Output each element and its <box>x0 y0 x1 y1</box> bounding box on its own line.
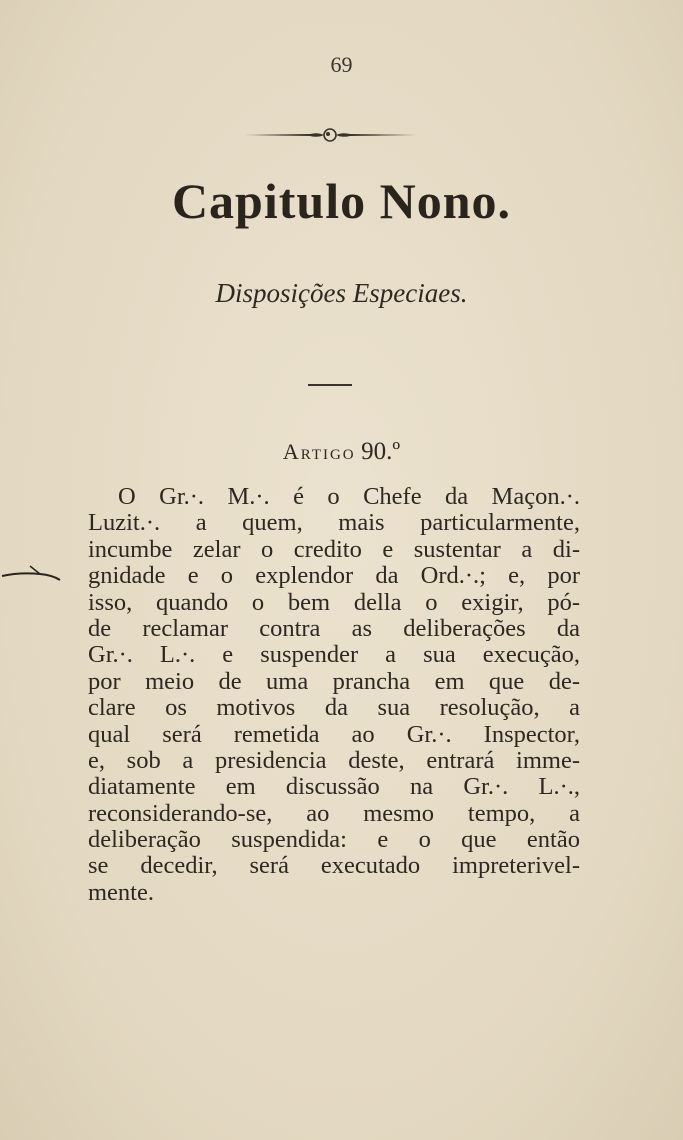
text-line: clare os motivos da sua resolução, a <box>88 694 580 722</box>
text-line: qual será remetida ao Gr.·. Inspector, <box>88 720 580 748</box>
text-line: mente. <box>88 878 154 906</box>
text-line: isso, quando o bem della o exigir, pó- <box>88 588 580 616</box>
text-line: diatamente em discussão na Gr.·. L.·., <box>88 773 580 801</box>
text-line: reconsiderando-se, ao mesmo tempo, a <box>88 799 580 827</box>
chapter-title: Capitulo Nono. <box>171 173 512 229</box>
text-line: deliberação suspendida: e o que então <box>88 826 580 854</box>
text-line: por meio de uma prancha em que de- <box>88 667 580 695</box>
ornamental-divider <box>240 126 420 144</box>
page-number: 69 <box>330 52 353 77</box>
pen-stroke-mark <box>0 562 62 586</box>
article-label: Artigo <box>282 439 356 464</box>
text-line: O Gr.·. M.·. é o Chefe da Maçon.·. <box>118 483 580 510</box>
text-line: Gr.·. L.·. e suspender a sua execução, <box>88 641 580 669</box>
text-line: incumbe zelar o credito e sustentar a di- <box>88 535 580 563</box>
text-line: se decedir, será executado impreterivel- <box>88 852 580 880</box>
text-line: Luzit.·. a quem, mais particularmente, <box>88 509 580 537</box>
article-number: 90.º <box>361 438 401 465</box>
text-line: gnidade e o explendor da Ord.·.; e, por <box>88 562 580 590</box>
section-rule <box>308 384 352 386</box>
article-body <box>88 484 580 906</box>
article-heading <box>0 438 683 466</box>
text-line: e, sob a presidencia deste, entrará imme- <box>88 746 580 774</box>
text-line: de reclamar contra as deliberações da <box>88 614 580 642</box>
chapter-subtitle: Disposições Especiaes. <box>215 278 468 308</box>
